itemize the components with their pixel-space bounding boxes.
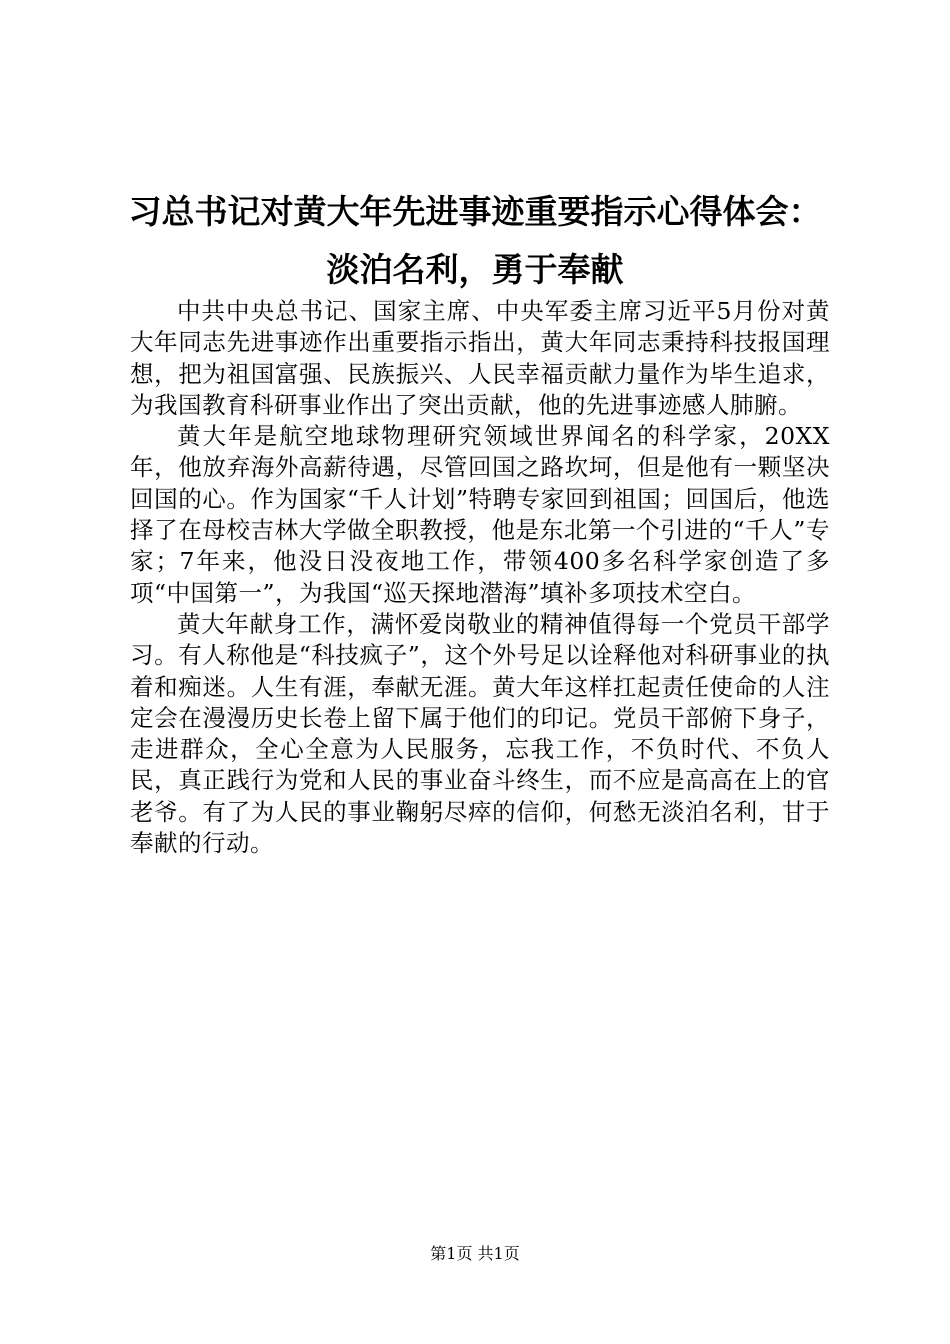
paragraph-3: 黄大年献身工作，满怀爱岗敬业的精神值得每一个党员干部学习。有人称他是“科技疯子”，这个外号足以诠释他对科研事业的执着和痴迷。人生有涯，奉献无涯。黄大年这样扛起责任使命的人注定会在漫漫历史长卷上留下属于他们的印记。党员干部俯下身子，走进群众，全心全意为人民服务，忘我工作，不负时代、不负人民，真正践行为党和人民的事业奋斗终生，而不应是高高在上的官老爷。有了为人民的事业鞠躬尽瘁的信仰，何愁无淡泊名利，甘于奉献的行动。 [130,609,830,858]
document-body [130,296,830,859]
paragraph-2: 黄大年是航空地球物理研究领域世界闻名的科学家，20XX年，他放弃海外高薪待遇，尽管回国之路坎坷，但是他有一颗坚决回国的心。作为国家“千人计划”特聘专家回到祖国；回国后，他选择了在母校吉林大学做全职教授，他是东北第一个引进的“千人”专家；7年来，他没日没夜地工作，带领400多名科学家创造了多项“中国第一”，为我国“巡天探地潜海”填补多项技术空白。 [130,422,830,607]
page-footer: 第1页 共1页 [430,1244,520,1263]
paragraph-1: 中共中央总书记、国家主席、中央军委主席习近平5月份对黄大年同志先进事迹作出重要指示指出，黄大年同志秉持科技报国理想，把为祖国富强、民族振兴、人民幸福贡献力量作为毕生追求，为我国教育科研事业作出了突出贡献，他的先进事迹感人肺腑。 [130,297,830,419]
page-title-line-1: 习总书记对黄大年先进事迹重要指示心得体会： [128,192,822,231]
page-title-line-2: 淡泊名利，勇于奉献 [326,250,624,289]
